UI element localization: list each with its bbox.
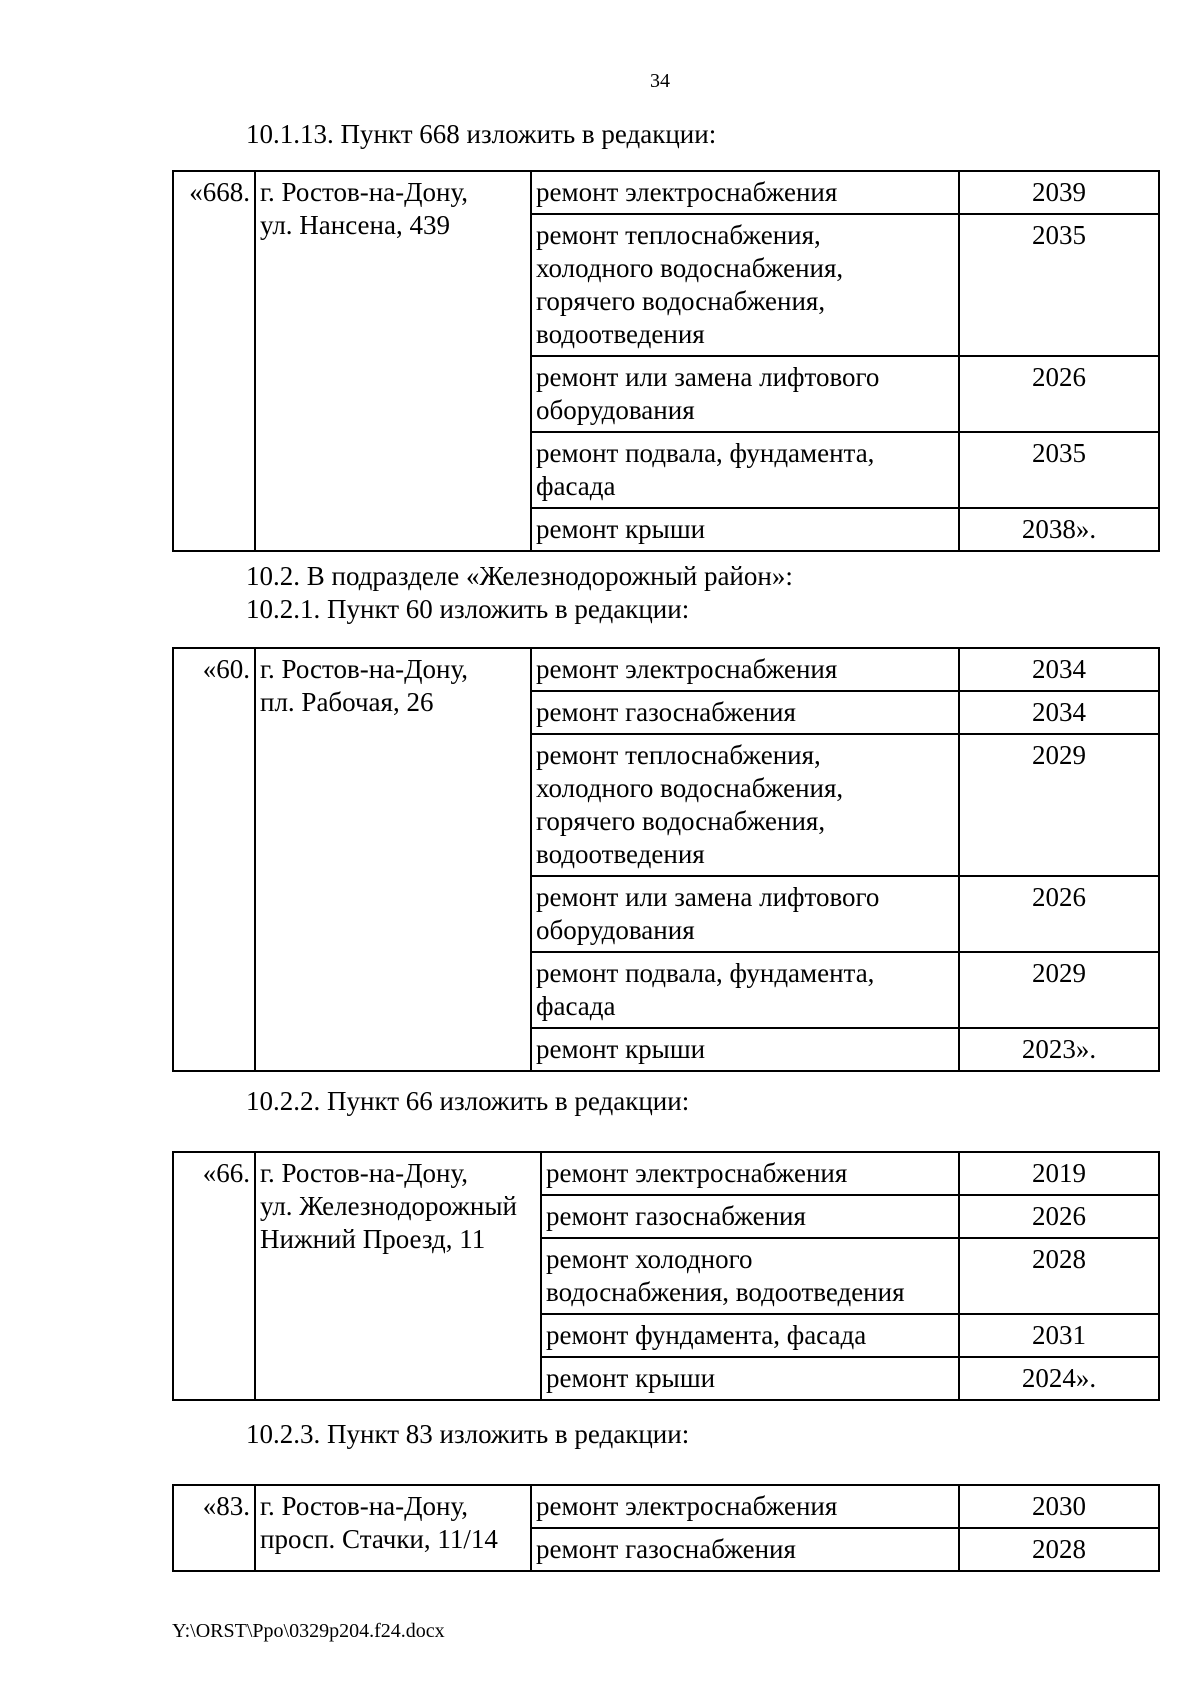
address-line: пл. Рабочая, 26 bbox=[260, 687, 434, 717]
work-cell bbox=[541, 1314, 959, 1357]
section-intro: 10.2.3. Пункт 83 изложить в редакции: bbox=[246, 1419, 690, 1449]
year-cell: 2026 bbox=[959, 876, 1159, 952]
address-line: Нижний Проезд, 11 bbox=[260, 1224, 486, 1254]
work-line: ремонт холодного bbox=[546, 1244, 753, 1274]
work-line: ремонт или замена лифтового bbox=[536, 362, 880, 392]
address-line: просп. Стачки, 11/14 bbox=[260, 1524, 498, 1554]
page-number: 34 bbox=[650, 70, 670, 92]
work-line: оборудования bbox=[536, 395, 695, 425]
year-cell: 2029 bbox=[959, 952, 1159, 1028]
year-cell: 2019 bbox=[959, 1152, 1159, 1195]
work-line: ремонт теплоснабжения, bbox=[536, 220, 821, 250]
address-line: г. Ростов-на-Дону, bbox=[260, 1158, 469, 1188]
work-cell bbox=[531, 648, 959, 691]
work-line: ремонт подвала, фундамента, bbox=[536, 958, 875, 988]
work-line: водоснабжения, водоотведения bbox=[546, 1277, 905, 1307]
work-cell bbox=[531, 691, 959, 734]
schedule-table bbox=[172, 647, 1160, 1072]
work-line: фасада bbox=[536, 991, 616, 1021]
work-cell bbox=[541, 1357, 959, 1400]
address-cell bbox=[255, 648, 531, 1071]
year-cell: 2024». bbox=[959, 1357, 1159, 1400]
work-cell bbox=[531, 876, 959, 952]
address-cell bbox=[255, 171, 531, 551]
work-line: ремонт газоснабжения bbox=[546, 1201, 806, 1231]
work-line: ремонт фундамента, фасада bbox=[546, 1320, 867, 1350]
year-cell: 2030 bbox=[959, 1485, 1159, 1528]
work-cell bbox=[531, 1485, 959, 1528]
work-cell bbox=[541, 1195, 959, 1238]
section-intro: 10.2.1. Пункт 60 изложить в редакции: bbox=[246, 594, 690, 624]
item-number: «66. bbox=[173, 1152, 255, 1400]
work-line: фасада bbox=[536, 471, 616, 501]
year-cell: 2031 bbox=[959, 1314, 1159, 1357]
work-cell bbox=[541, 1238, 959, 1314]
work-line: водоотведения bbox=[536, 319, 705, 349]
work-line: ремонт электроснабжения bbox=[536, 1491, 838, 1521]
year-cell: 2034 bbox=[959, 691, 1159, 734]
schedule-table bbox=[172, 1484, 1160, 1572]
work-line: ремонт электроснабжения bbox=[546, 1158, 848, 1188]
schedule-table bbox=[172, 170, 1160, 552]
work-cell bbox=[531, 214, 959, 356]
work-cell bbox=[531, 171, 959, 214]
address-line: г. Ростов-на-Дону, bbox=[260, 654, 469, 684]
work-line: горячего водоснабжения, bbox=[536, 806, 826, 836]
work-line: ремонт крыши bbox=[546, 1363, 716, 1393]
file-path-footer: Y:\ORST\Ppo\0329p204.f24.docx bbox=[172, 1620, 445, 1642]
year-cell: 2028 bbox=[959, 1238, 1159, 1314]
year-cell: 2034 bbox=[959, 648, 1159, 691]
work-cell bbox=[531, 1028, 959, 1071]
item-number: «60. bbox=[173, 648, 255, 1071]
work-line: ремонт подвала, фундамента, bbox=[536, 438, 875, 468]
year-cell: 2035 bbox=[959, 214, 1159, 356]
section-heading: 10.2. В подразделе «Железнодорожный район»: bbox=[246, 561, 793, 591]
year-cell: 2038». bbox=[959, 508, 1159, 551]
work-line: водоотведения bbox=[536, 839, 705, 869]
work-cell bbox=[531, 1528, 959, 1571]
work-line: ремонт крыши bbox=[536, 1034, 706, 1064]
work-cell bbox=[531, 952, 959, 1028]
work-line: ремонт электроснабжения bbox=[536, 654, 838, 684]
address-cell bbox=[255, 1152, 541, 1400]
section-intro: 10.1.13. Пункт 668 изложить в редакции: bbox=[246, 119, 717, 149]
year-cell: 2029 bbox=[959, 734, 1159, 876]
year-cell: 2026 bbox=[959, 356, 1159, 432]
table-row bbox=[173, 1152, 1159, 1195]
work-line: ремонт или замена лифтового bbox=[536, 882, 880, 912]
address-cell bbox=[255, 1485, 531, 1571]
year-cell: 2035 bbox=[959, 432, 1159, 508]
item-number: «668. bbox=[173, 171, 255, 551]
work-line: ремонт газоснабжения bbox=[536, 1534, 796, 1564]
work-cell bbox=[531, 734, 959, 876]
work-cell bbox=[531, 508, 959, 551]
work-cell bbox=[531, 432, 959, 508]
year-cell: 2039 bbox=[959, 171, 1159, 214]
address-line: ул. Железнодорожный bbox=[260, 1191, 517, 1221]
year-cell: 2026 bbox=[959, 1195, 1159, 1238]
schedule-table bbox=[172, 1151, 1160, 1401]
work-line: ремонт электроснабжения bbox=[536, 177, 838, 207]
address-line: г. Ростов-на-Дону, bbox=[260, 1491, 469, 1521]
work-line: холодного водоснабжения, bbox=[536, 253, 844, 283]
work-line: ремонт теплоснабжения, bbox=[536, 740, 821, 770]
work-line: ремонт крыши bbox=[536, 514, 706, 544]
work-cell bbox=[541, 1152, 959, 1195]
work-cell bbox=[531, 356, 959, 432]
work-line: горячего водоснабжения, bbox=[536, 286, 826, 316]
work-line: оборудования bbox=[536, 915, 695, 945]
address-line: ул. Нансена, 439 bbox=[260, 210, 450, 240]
year-cell: 2028 bbox=[959, 1528, 1159, 1571]
work-line: ремонт газоснабжения bbox=[536, 697, 796, 727]
table-row bbox=[173, 1485, 1159, 1528]
table-row bbox=[173, 171, 1159, 214]
year-cell: 2023». bbox=[959, 1028, 1159, 1071]
item-number: «83. bbox=[173, 1485, 255, 1571]
section-intro: 10.2.2. Пункт 66 изложить в редакции: bbox=[246, 1086, 690, 1116]
address-line: г. Ростов-на-Дону, bbox=[260, 177, 469, 207]
table-row bbox=[173, 648, 1159, 691]
work-line: холодного водоснабжения, bbox=[536, 773, 844, 803]
